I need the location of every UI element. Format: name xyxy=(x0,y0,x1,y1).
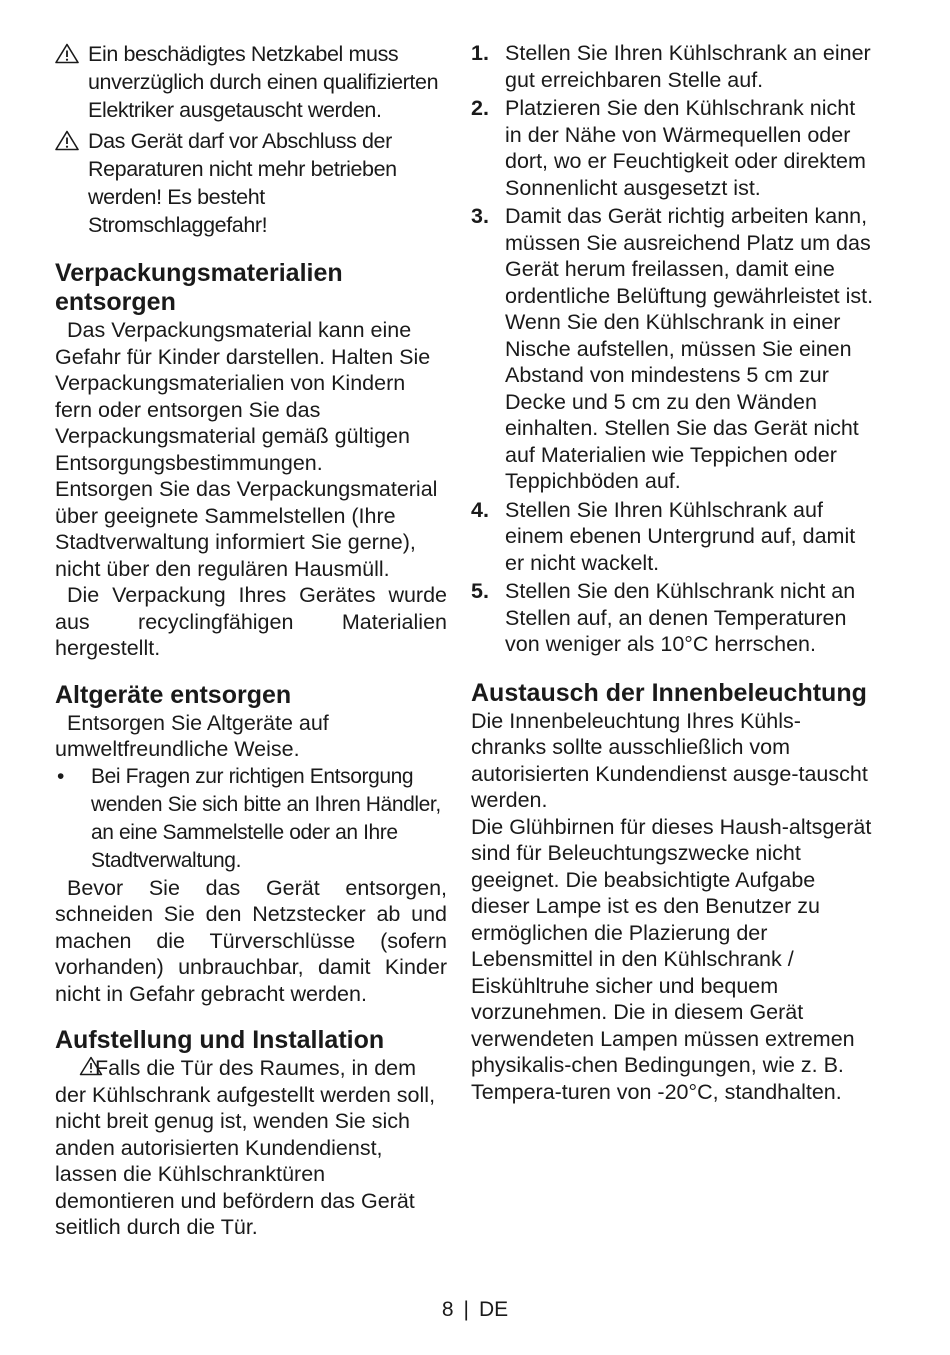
step-number: 3. xyxy=(471,204,489,228)
left-column xyxy=(55,40,447,1241)
paragraph: Die Glühbirnen für dieses Haush-altsgerät sind für Beleuchtungszwecke nicht geeignet. Die beabsichtigte Aufgabe dieser Lampe ist es den Benutzer zu ermöglichen die Plazierung der Lebensmittel in den Kühlschrank / Eiskühltruhe sicher und bequem vorzunehmen. Die in diesem Gerät verwendeten Lampen müssen extremen physikalis-chen Bedingungen, wie z. B. Tempera-turen von -20°C, standhalten. xyxy=(471,814,872,1104)
bullet-item xyxy=(55,763,447,875)
page-number: 8 xyxy=(441,1298,454,1321)
paragraph: Die Innenbeleuchtung Ihres Kühls-chranks sollte ausschließlich vom autorisierten Kundendienst ausge-tauscht werden. xyxy=(471,708,868,812)
warning-triangle-icon xyxy=(55,127,88,158)
paragraph: Das Verpackungsmaterial kann eine Gefahr für Kinder darstellen. Halten Sie Verpackungsmaterialien von Kindern fern oder entsorgen Sie das Verpackungsmaterial gemäß gültigen Entsorgungsbestimmungen. xyxy=(55,318,431,475)
paragraph: Entsorgen Sie das Verpackungsmaterial über geeignete Sammelstellen (Ihre Stadtverwaltung informiert Sie gerne), nicht über den regulären Hausmüll. xyxy=(55,477,438,581)
footer-separator: | xyxy=(463,1298,469,1321)
step-text: Stellen Sie den Kühlschrank nicht an Stellen auf, an denen Temperaturen von weniger als 10°C herrschen. xyxy=(505,579,856,656)
bullet-dot-icon: • xyxy=(57,764,64,788)
step-text: Platzieren Sie den Kühlschrank nicht in der Nähe von Wärmequellen oder dort, wo er Feuchtigkeit oder direktem Sonnenlicht ausgesetzt ist. xyxy=(505,96,866,200)
page-footer xyxy=(0,1297,950,1323)
right-column xyxy=(471,40,876,1105)
section-heading: Austausch der Innenbeleuchtung xyxy=(471,678,867,707)
step-text: Damit das Gerät richtig arbeiten kann, müssen Sie ausreichend Platz um das Gerät herum freilassen, damit eine ordentliche Belüftung gewährleistet ist. Wenn Sie den Kühlschrank in einer Nische aufstellen, müssen Sie einen Abstand von mindestens 5 cm zur Decke und 5 cm zu den Wänden einhalten. Stellen Sie das Gerät nicht auf Materialien wie Teppichen oder Teppichböden auf. xyxy=(505,204,874,493)
paragraph: Bevor Sie das Gerät entsorgen, schneiden Sie den Netzstecker ab und machen die Türverschlüsse (sofern vorhanden) unbrauchbar, damit Kinder nicht in Gefahr gebracht werden. xyxy=(55,875,447,1006)
section-old-devices xyxy=(55,681,447,1008)
list-item xyxy=(471,95,876,201)
paragraph-text: Falls die Tür des Raumes, in dem der Kühlschrank aufgestellt werden soll, nicht breit genug ist, wenden Sie sich anden autorisierten Kundendienst, lassen die Kühlschranktüren demontieren und befördern das Gerät seitlich durch die Tür. xyxy=(55,1056,436,1239)
paragraph xyxy=(55,1055,447,1241)
warning-triangle-icon xyxy=(55,40,88,71)
step-text: Stellen Sie Ihren Kühlschrank auf einem ebenen Untergrund auf, damit er nicht wackelt. xyxy=(505,497,856,575)
section-heading: Verpackungsmaterialien entsorgen xyxy=(55,259,343,316)
warning-text: Ein beschädigtes Netzkabel muss unverzüglich durch einen qualifizierten Elektriker ausgetauscht werden. xyxy=(88,42,439,122)
section-lighting xyxy=(471,679,876,1106)
section-heading: Aufstellung und Installation xyxy=(55,1026,385,1054)
language-code: DE xyxy=(478,1298,509,1321)
list-item xyxy=(471,578,876,658)
list-item xyxy=(471,203,876,495)
step-number: 2. xyxy=(471,96,489,120)
step-number: 5. xyxy=(471,579,489,603)
list-item xyxy=(471,497,876,577)
paragraph: Die Verpackung Ihres Gerätes wurde aus recyclingfähigen Materialien hergestellt. xyxy=(55,583,447,660)
bullet-text: Bei Fragen zur richtigen Entsorgung wenden Sie sich bitte an Ihren Händler, an eine Sammelstelle oder an Ihre Stadtverwaltung. xyxy=(91,764,441,872)
step-number: 1. xyxy=(471,41,489,65)
section-packaging xyxy=(55,259,447,662)
section-heading: Altgeräte entsorgen xyxy=(55,680,292,709)
paragraph: Entsorgen Sie Altgeräte auf umweltfreundliche Weise. xyxy=(55,710,329,761)
warning-item xyxy=(55,127,447,239)
step-number: 4. xyxy=(471,497,489,522)
warning-triangle-icon xyxy=(67,1056,91,1076)
step-text: Stellen Sie Ihren Kühlschrank an einer gut erreichbaren Stelle auf. xyxy=(505,41,871,92)
warning-text: Das Gerät darf vor Abschluss der Reparaturen nicht mehr betrieben werden! Es besteht Stromschlaggefahr! xyxy=(88,129,397,237)
section-installation xyxy=(55,1026,447,1241)
list-item xyxy=(471,40,876,93)
installation-steps xyxy=(471,40,876,658)
warning-item xyxy=(55,40,447,124)
